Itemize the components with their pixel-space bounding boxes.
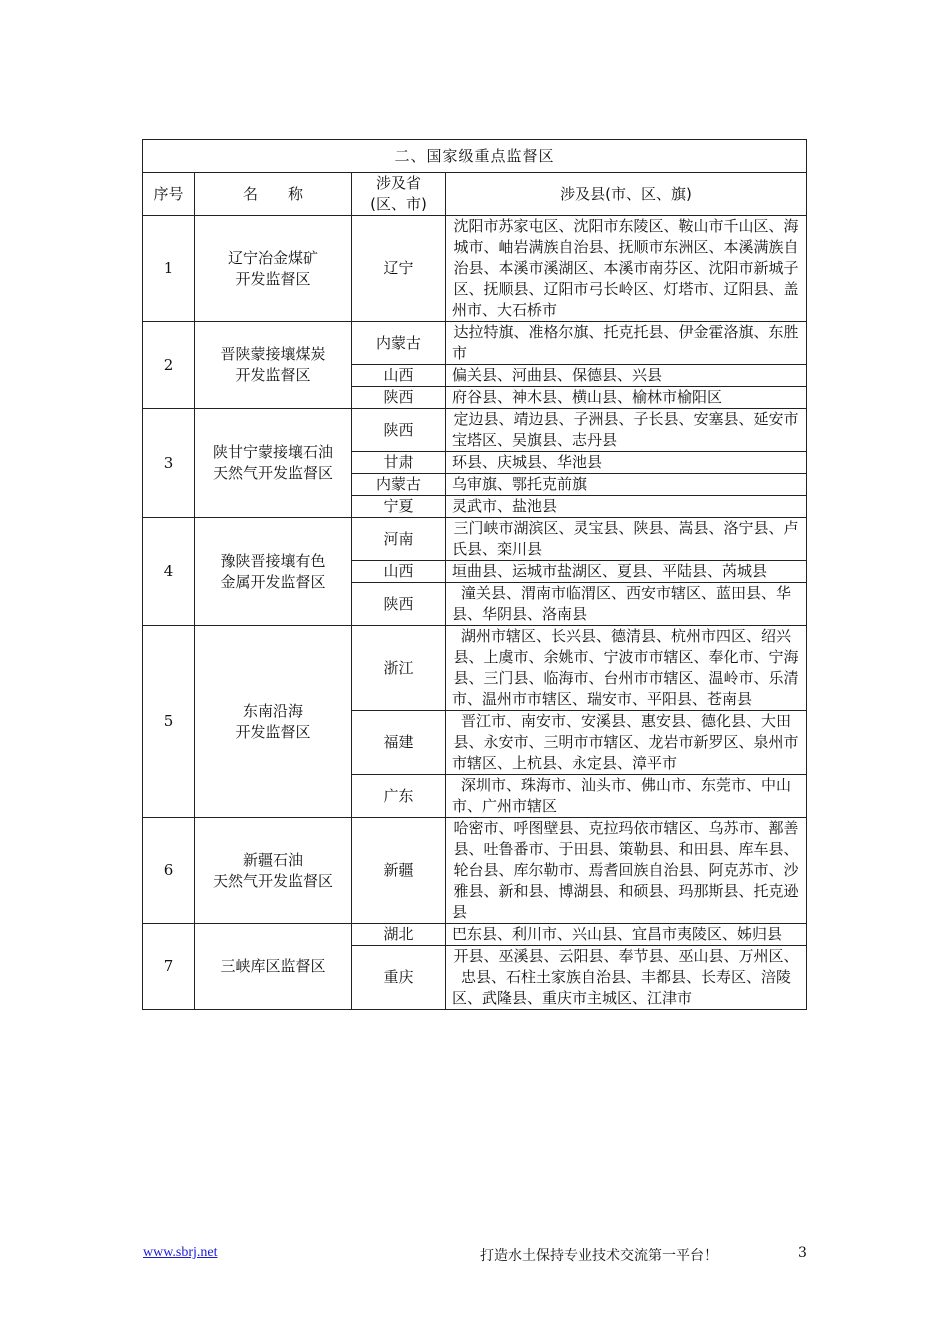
footer-website-link[interactable]: www.sbrj.net (143, 1245, 218, 1260)
province-cell: 甘肃 (352, 452, 446, 474)
counties-cell: 晋江市、南安市、安溪县、惠安县、德化县、大田县、永安市、三明市市辖区、龙岩市新罗区、泉州市市辖区、上杭县、永定县、漳平市 (446, 711, 807, 775)
province-cell: 广东 (352, 775, 446, 818)
province-cell: 河南 (352, 518, 446, 561)
supervision-zone-table (142, 139, 807, 1010)
province-cell: 陕西 (352, 387, 446, 409)
province-cell: 浙江 (352, 626, 446, 711)
zone-number: 5 (143, 626, 195, 818)
table-row (143, 924, 807, 946)
counties-cell: 三门峡市湖滨区、灵宝县、陕县、嵩县、洛宁县、卢氏县、栾川县 (446, 518, 807, 561)
province-cell: 山西 (352, 365, 446, 387)
counties-cell: 达拉特旗、准格尔旗、托克托县、伊金霍洛旗、东胜市 (446, 322, 807, 365)
province-cell: 内蒙古 (352, 322, 446, 365)
zone-number: 6 (143, 818, 195, 924)
table-header-row (143, 173, 807, 216)
zone-name: 晋陕蒙接壤煤炭 开发监督区 (195, 322, 352, 409)
table-row (143, 518, 807, 561)
header-no: 序号 (143, 173, 195, 216)
zone-name: 陕甘宁蒙接壤石油 天然气开发监督区 (195, 409, 352, 518)
zone-name: 东南沿海 开发监督区 (195, 626, 352, 818)
province-cell: 湖北 (352, 924, 446, 946)
footer-slogan: 打造水土保持专业技术交流第一平台！ (480, 1248, 718, 1264)
counties-cell: 巴东县、利川市、兴山县、宜昌市夷陵区、姊归县 (446, 924, 807, 946)
province-cell: 福建 (352, 711, 446, 775)
province-cell: 山西 (352, 561, 446, 583)
zone-number: 3 (143, 409, 195, 518)
zone-number: 7 (143, 924, 195, 1010)
province-cell: 辽宁 (352, 216, 446, 322)
counties-cell: 府谷县、神木县、横山县、榆林市榆阳区 (446, 387, 807, 409)
province-cell: 陕西 (352, 583, 446, 626)
table-title: 二、国家级重点监督区 (143, 140, 807, 173)
counties-cell: 湖州市辖区、长兴县、德清县、杭州市四区、绍兴县、上虞市、余姚市、宁波市市辖区、奉化市、宁海县、三门县、临海市、台州市市辖区、温岭市、乐清市、温州市市辖区、瑞安市、平阳县、苍南县 (446, 626, 807, 711)
counties-cell: 哈密市、呼图壁县、克拉玛依市辖区、乌苏市、鄯善县、吐鲁番市、于田县、策勒县、和田县、库车县、轮台县、库尔勒市、焉耆回族自治县、阿克苏市、沙雅县、新和县、博湖县、和硕县、玛那斯县、托克逊县 (446, 818, 807, 924)
header-name: 名 称 (195, 173, 352, 216)
province-cell: 新疆 (352, 818, 446, 924)
counties-cell: 深圳市、珠海市、汕头市、佛山市、东莞市、中山市、广州市辖区 (446, 775, 807, 818)
counties-cell: 定边县、靖边县、子洲县、子长县、安塞县、延安市宝塔区、吴旗县、志丹县 (446, 409, 807, 452)
table-body (143, 140, 807, 1010)
table-row (143, 322, 807, 365)
zone-name: 新疆石油 天然气开发监督区 (195, 818, 352, 924)
table-row (143, 216, 807, 322)
counties-cell: 潼关县、渭南市临渭区、西安市辖区、蓝田县、华县、华阴县、洛南县 (446, 583, 807, 626)
zone-number: 4 (143, 518, 195, 626)
counties-cell: 垣曲县、运城市盐湖区、夏县、平陆县、芮城县 (446, 561, 807, 583)
province-cell: 内蒙古 (352, 474, 446, 496)
province-cell: 陕西 (352, 409, 446, 452)
table-row (143, 409, 807, 452)
table-row (143, 626, 807, 711)
counties-cell: 环县、庆城县、华池县 (446, 452, 807, 474)
province-cell: 宁夏 (352, 496, 446, 518)
zone-name: 三峡库区监督区 (195, 924, 352, 1010)
table-title-row (143, 140, 807, 173)
counties-cell: 沈阳市苏家屯区、沈阳市东陵区、鞍山市千山区、海城市、岫岩满族自治县、抚顺市东洲区、本溪满族自治县、本溪市溪湖区、本溪市南芬区、沈阳市新城子区、抚顺县、辽阳市弓长岭区、灯塔市、辽阳县、盖州市、大石桥市 (446, 216, 807, 322)
header-province: 涉及省 (区、市) (352, 173, 446, 216)
zone-number: 2 (143, 322, 195, 409)
header-counties: 涉及县(市、区、旗) (446, 173, 807, 216)
counties-cell: 偏关县、河曲县、保德县、兴县 (446, 365, 807, 387)
zone-name: 豫陕晋接壤有色 金属开发监督区 (195, 518, 352, 626)
counties-cell: 开县、巫溪县、云阳县、奉节县、巫山县、万州区、忠县、石柱土家族自治县、丰都县、长寿区、涪陵区、武隆县、重庆市主城区、江津市 (446, 946, 807, 1010)
counties-cell: 乌审旗、鄂托克前旗 (446, 474, 807, 496)
zone-name: 辽宁冶金煤矿 开发监督区 (195, 216, 352, 322)
table-row (143, 818, 807, 924)
zone-number: 1 (143, 216, 195, 322)
counties-cell: 灵武市、盐池县 (446, 496, 807, 518)
page-number: 3 (798, 1245, 807, 1261)
province-cell: 重庆 (352, 946, 446, 1010)
